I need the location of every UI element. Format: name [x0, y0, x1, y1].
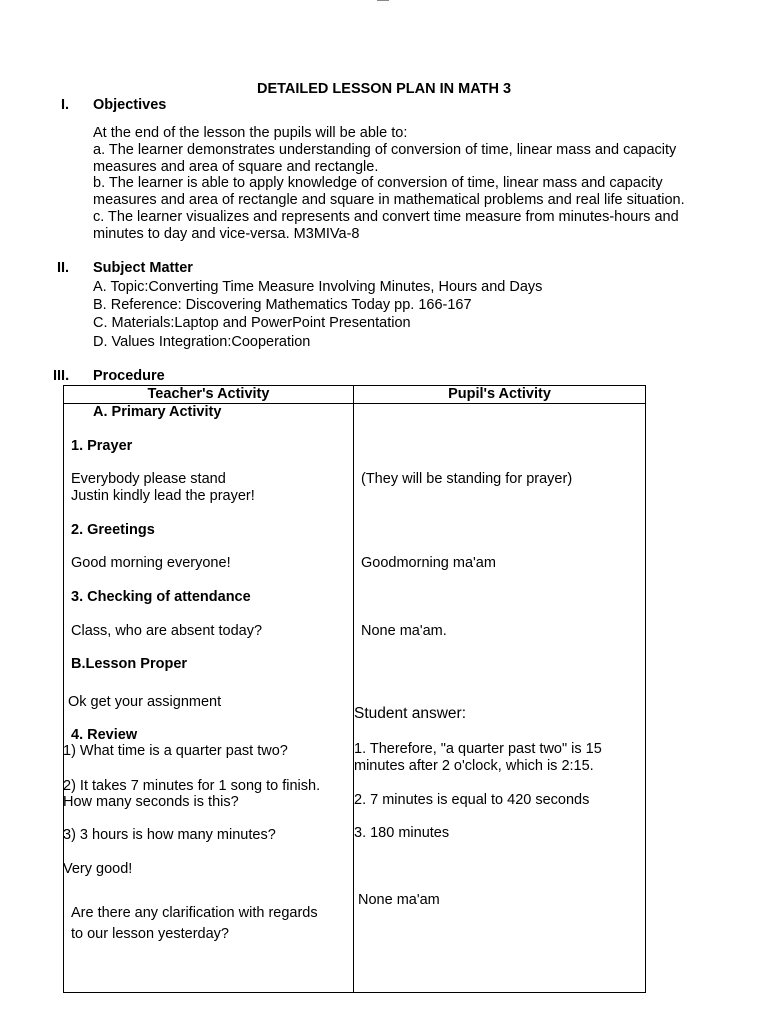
clarification-question [71, 903, 318, 944]
objectives-line: measures and area of square and rectangle. [93, 158, 379, 175]
objectives-line: measures and area of rectangle and square in mathematical problems and real life situation. [93, 192, 685, 209]
pupil-answer: 3. 180 minutes [354, 825, 450, 841]
clarification-line: to our lesson yesterday? [71, 925, 229, 942]
pupil-answer: minutes after 2 o'clock, which is 2:15. [354, 758, 594, 774]
review-question: How many seconds is this? [63, 794, 239, 810]
pupil-greetings-response: Goodmorning ma'am [361, 555, 496, 571]
student-answer-label: Student answer: [354, 705, 467, 722]
objectives-line: minutes to day and vice-versa. M3MIVa-8 [93, 225, 360, 242]
pupil-prayer-response: (They will be standing for prayer) [361, 471, 573, 487]
review-heading: 4. Review [71, 727, 138, 743]
subject-matter-item: B. Reference: Discovering Mathematics Today pp. 166-167 [93, 297, 472, 314]
section-heading-procedure: Procedure [93, 368, 165, 384]
greetings-heading: 2. Greetings [71, 522, 155, 538]
objectives-text [93, 125, 685, 243]
objectives-line: b. The learner is able to apply knowledge of conversion of time, linear mass and capacity [93, 175, 663, 192]
praise-text: Very good! [63, 861, 133, 877]
procedure-table [63, 385, 646, 993]
lesson-proper-heading: B.Lesson Proper [71, 656, 188, 672]
teacher-activity-header: Teacher's Activity [64, 386, 354, 404]
review-question: 1) What time is a quarter past two? [63, 743, 288, 759]
prayer-heading: 1. Prayer [71, 438, 133, 454]
objectives-line: c. The learner visualizes and represents and convert time measure from minutes-hours and [93, 208, 679, 225]
review-question: 2) It takes 7 minutes for 1 song to finish. [63, 778, 321, 794]
pupil-answer: 1. Therefore, "a quarter past two" is 15 [354, 741, 602, 757]
section-heading-subject-matter: Subject Matter [93, 260, 193, 276]
objectives-line: a. The learner demonstrates understanding of conversion of time, linear mass and capacity [93, 141, 677, 158]
primary-activity-heading: A. Primary Activity [93, 404, 222, 420]
table-body-row [64, 404, 646, 993]
attendance-heading: 3. Checking of attendance [71, 589, 251, 605]
table-header-row [64, 386, 646, 404]
greetings-text: Good morning everyone! [71, 555, 231, 571]
pupil-clarification-response: None ma'am [358, 892, 440, 908]
section-heading-objectives: Objectives [93, 97, 167, 113]
lesson-proper-text: Ok get your assignment [68, 694, 222, 710]
prayer-instruction: Justin kindly lead the prayer! [71, 488, 255, 504]
page-top-mark [377, 0, 389, 1]
review-question: 3) 3 hours is how many minutes? [63, 827, 276, 843]
pupil-activity-header: Pupil's Activity [354, 386, 646, 404]
subject-matter-item: D. Values Integration:Cooperation [93, 333, 311, 350]
pupil-attendance-response: None ma'am. [361, 623, 447, 639]
pupil-answer: 2. 7 minutes is equal to 420 seconds [354, 792, 590, 808]
subject-matter-list [93, 278, 542, 351]
section-number-objectives: I. [61, 97, 70, 113]
teacher-activity-cell [64, 404, 354, 993]
attendance-question: Class, who are absent today? [71, 623, 263, 639]
section-number-procedure: III. [53, 368, 70, 384]
subject-matter-item: A. Topic:Converting Time Measure Involving Minutes, Hours and Days [93, 279, 543, 295]
section-number-subject-matter: II. [57, 260, 70, 276]
document-title: DETAILED LESSON PLAN IN MATH 3 [256, 81, 512, 97]
subject-matter-item: C. Materials:Laptop and PowerPoint Presentation [93, 315, 411, 332]
prayer-instruction: Everybody please stand [71, 471, 226, 487]
pupil-activity-cell [354, 404, 646, 993]
objectives-line: At the end of the lesson the pupils will be able to: [93, 125, 408, 141]
clarification-line: Are there any clarification with regards [71, 905, 318, 921]
